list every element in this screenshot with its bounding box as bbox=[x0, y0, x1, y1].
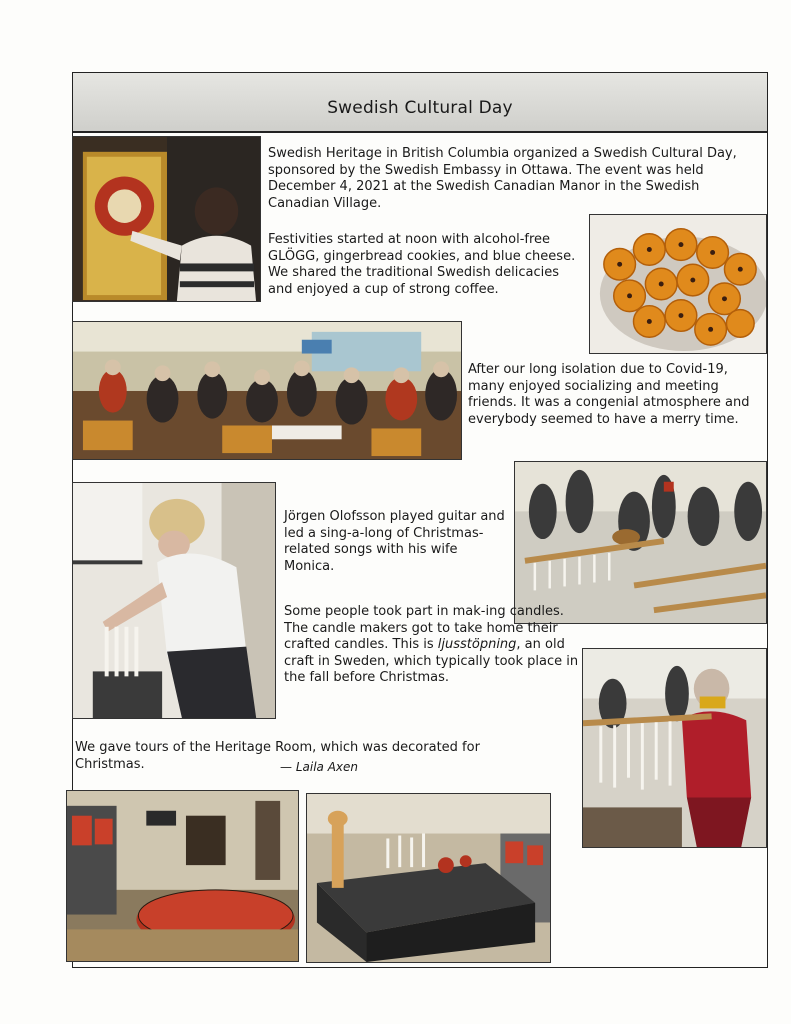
tours-paragraph: We gave tours of the Heritage Room, which was decorated for Christmas. bbox=[75, 740, 480, 772]
festivities-paragraph: Festivities started at noon with alcohol-free GLÖGG, gingerbread cookies, and blue cheese. We shared the traditional Swedish delicacies and enjoyed a cup of strong coffee. bbox=[268, 232, 576, 297]
candle-craft-term: ljusstöpning bbox=[437, 637, 517, 652]
photo-saffron-buns bbox=[589, 214, 767, 354]
title-bar bbox=[72, 72, 768, 132]
title-divider bbox=[72, 131, 768, 133]
photo-masked-candle-maker bbox=[582, 648, 767, 848]
photo-heritage-room bbox=[66, 790, 299, 962]
author-signature: — Laila Axen bbox=[280, 760, 358, 774]
photo-guitar-and-candle-racks bbox=[514, 461, 767, 624]
article-title: Swedish Cultural Day bbox=[327, 98, 513, 118]
candle-text-after: , an old craft in Sweden, which typically took place in the fall before Christmas. bbox=[284, 637, 579, 685]
isolation-paragraph: After our long isolation due to Covid-19, many enjoyed socializing and meeting friends. It was a congenial atmosphere and everybody seemed to have a merry time. bbox=[468, 362, 750, 427]
photo-display-case bbox=[306, 793, 551, 963]
candle-text-before: Some people took part in mak-ing candles. The candle makers got to take home their crafted candles. This is bbox=[284, 604, 564, 652]
photo-candle-maker bbox=[72, 482, 276, 719]
guitar-paragraph: Jörgen Olofsson played guitar and led a sing-a-long of Christmas-related songs with his wife Monica. bbox=[284, 509, 505, 574]
photo-wreath-decorating bbox=[72, 136, 261, 302]
photo-social-gathering bbox=[72, 321, 462, 460]
candle-making-paragraph bbox=[284, 604, 580, 687]
intro-paragraph: Swedish Heritage in British Columbia organized a Swedish Cultural Day, sponsored by the Swedish Embassy in Ottawa. The event was held December 4, 2021 at the Swedish Canadian Manor in the Swedish Canadian Village. bbox=[268, 146, 737, 211]
